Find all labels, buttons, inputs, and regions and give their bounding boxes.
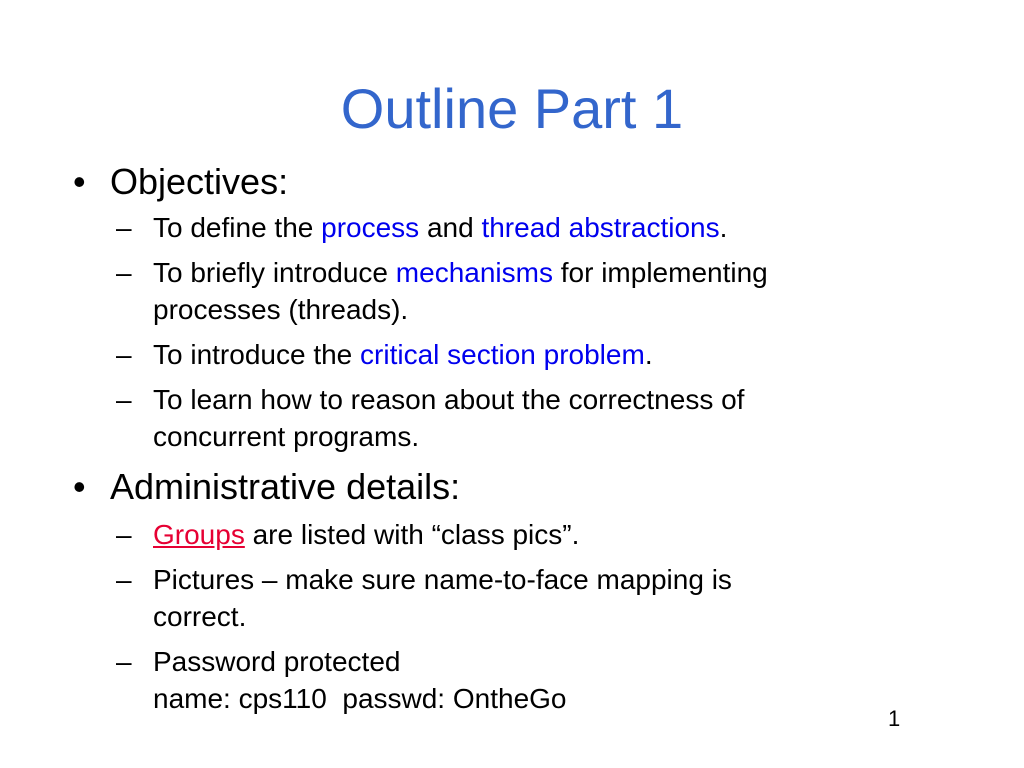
admin-heading: Administrative details: <box>110 466 461 507</box>
process-link[interactable]: process <box>321 212 420 243</box>
bullet-icon: • <box>73 161 86 202</box>
bullet-icon: • <box>73 466 86 507</box>
objectives-heading: Objectives: <box>110 161 289 202</box>
admin-text: Pictures – make sure name-to-face mapping is <box>153 564 732 595</box>
objective-text: To briefly introduce mechanisms for implementing <box>153 257 768 288</box>
groups-link[interactable]: Groups <box>153 519 245 550</box>
slide-title: Outline Part 1 <box>340 77 684 140</box>
admin-text: Groups are listed with “class pics”. <box>153 519 580 550</box>
dash-icon: – <box>116 519 132 550</box>
page-number: 1 <box>888 706 901 731</box>
objective-text-cont: processes (threads). <box>153 294 409 325</box>
dash-icon: – <box>116 339 132 370</box>
admin-text: Password protected <box>153 646 401 677</box>
objective-text: To define the process and thread abstractions. <box>153 212 728 243</box>
dash-icon: – <box>116 212 132 243</box>
admin-text-cont: correct. <box>153 601 247 632</box>
password-details: name: cps110 passwd: OntheGo <box>153 683 567 714</box>
objective-text: To introduce the critical section problem. <box>153 339 653 370</box>
dash-icon: – <box>116 564 132 595</box>
objective-text: To learn how to reason about the correctness of <box>153 384 745 415</box>
dash-icon: – <box>116 646 132 677</box>
dash-icon: – <box>116 257 132 288</box>
critical-section-link[interactable]: critical section problem <box>360 339 645 370</box>
dash-icon: – <box>116 384 132 415</box>
mechanisms-link[interactable]: mechanisms <box>395 257 553 288</box>
thread-abstractions-link[interactable]: thread abstractions <box>481 212 720 243</box>
objective-text-cont: concurrent programs. <box>153 421 420 452</box>
